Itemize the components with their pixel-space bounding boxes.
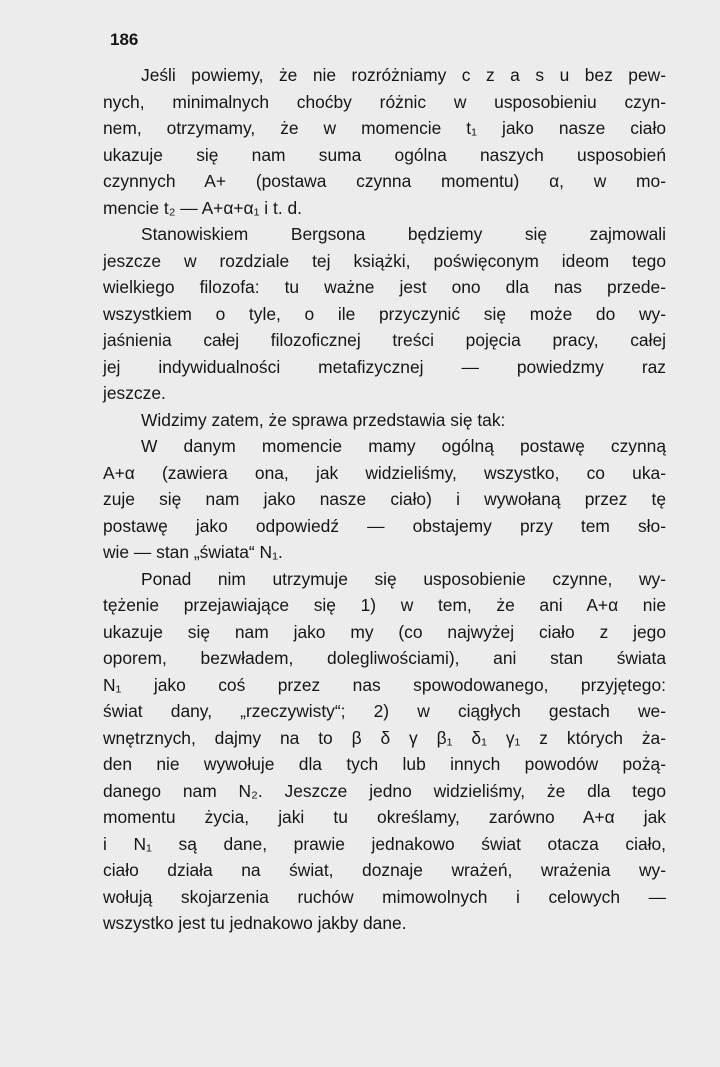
text-line: N₁ jako coś przez nas spowodowanego, przyjętego: — [103, 674, 666, 695]
text-line: W danym momencie mamy ogólną postawę czynną — [141, 436, 666, 456]
text-line: danego nam N₂. Jeszcze jedno widzieliśmy, że dla tego — [103, 780, 666, 801]
text-line: Stanowiskiem Bergsona będziemy się zajmowali — [141, 224, 666, 244]
text-line: momentu życia, jaki tu określamy, zarówno A+α jak — [103, 807, 666, 827]
text-line: Ponad nim utrzymuje się usposobienie czynne, wy- — [141, 568, 666, 589]
text-line: wołują skojarzenia ruchów mimowolnych i celowych — — [103, 886, 666, 907]
text-line: jeszcze. — [103, 383, 166, 403]
text-line: jaśnienia całej filozoficznej treści pojęcia pracy, całej — [103, 330, 666, 350]
text-line: zuje się nam jako nasze ciało) i wywołaną przez tę — [103, 489, 666, 509]
text-line: jeszcze w rozdziale tej książki, poświęconym ideom tego — [103, 250, 666, 271]
text-line: czynnych A+ (postawa czynna momentu) α, w mo- — [103, 171, 666, 191]
text-line: wnętrznych, dajmy na to β δ γ β₁ δ₁ γ₁ z których ża- — [103, 727, 666, 748]
text-line: wielkiego filozofa: tu ważne jest ono dla nas przede- — [103, 277, 666, 297]
text-line: świat dany, „rzeczywisty“; 2) w ciągłych gestach we- — [103, 701, 666, 721]
text-line: nych, minimalnych choćby różnic w usposobieniu czyn- — [103, 91, 666, 112]
page-number: 186 — [110, 30, 139, 49]
text-line: Widzimy zatem, że sprawa przedstawia się tak: — [141, 409, 506, 430]
text-line: wie — stan „świata“ N₁. — [103, 542, 283, 562]
text-line: Jeśli powiemy, że nie rozróżniamy c z a s u bez pew- — [141, 65, 666, 85]
text-line: ciało działa na świat, doznaje wrażeń, wrażenia wy- — [103, 860, 666, 880]
body-text — [103, 62, 666, 937]
text-line: ukazuje się nam jako my (co najwyżej ciało z jego — [103, 621, 666, 642]
text-line: postawę jako odpowiedź — obstajemy przy tem sło- — [103, 515, 666, 536]
text-line: mencie t₂ — A+α+α₁ i t. d. — [103, 197, 302, 218]
text-line: wszystkiem o tyle, o ile przyczynić się może do wy- — [103, 303, 666, 324]
text-line: den nie wywołuje dla tych lub innych powodów pożą- — [103, 754, 666, 774]
text-line: A+α (zawiera ona, jak widzieliśmy, wszystko, co uka- — [103, 462, 666, 483]
text-line: jej indywidualności metafizycznej — powiedzmy raz — [103, 356, 666, 377]
text-line: oporem, bezwładem, dolegliwościami), ani stan świata — [103, 648, 666, 668]
text-line: tężenie przejawiające się 1) w tem, że ani A+α nie — [103, 595, 666, 615]
text-line: nem, otrzymamy, że w momencie t₁ jako nasze ciało — [103, 118, 666, 138]
text-line: wszystko jest tu jednakowo jakby dane. — [103, 913, 407, 933]
text-line: ukazuje się nam suma ogólna naszych usposobień — [103, 144, 666, 165]
text-line: i N₁ są dane, prawie jednakowo świat otacza ciało, — [103, 833, 666, 854]
